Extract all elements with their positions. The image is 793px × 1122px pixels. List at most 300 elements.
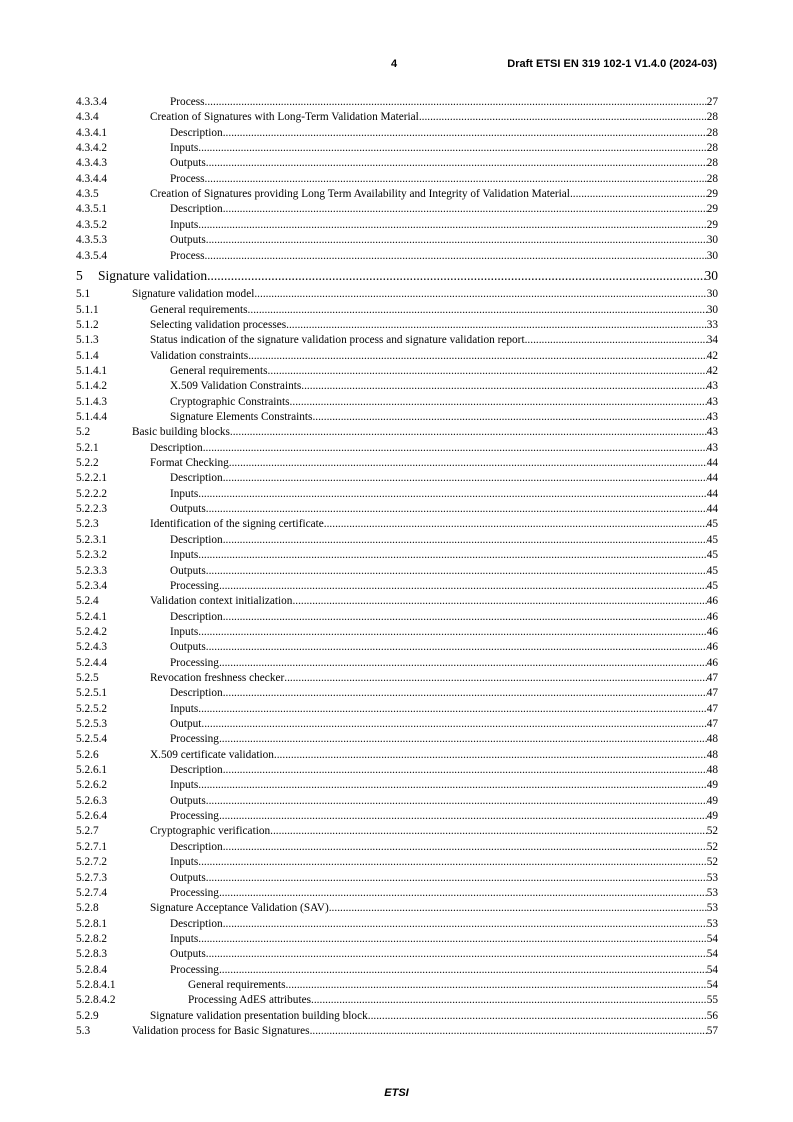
toc-entry-title: Description — [170, 764, 223, 777]
toc-entry-number: 5.2.6 — [76, 748, 99, 761]
toc-entry-title: Creation of Signatures with Long-Term Validation Material — [150, 111, 419, 124]
toc-entry-number: 5.2.7.2 — [76, 856, 108, 869]
toc-entry-title: General requirements — [150, 303, 248, 316]
toc-entry[interactable] — [76, 610, 718, 625]
dot-leader — [223, 917, 707, 932]
toc-entry-page: 28 — [706, 142, 718, 155]
toc-entry-page: 45 — [706, 518, 718, 531]
toc-entry-number: 5.2.5 — [76, 671, 99, 684]
toc-entry-number: 5.2.8.1 — [76, 917, 108, 930]
toc-entry-title: Signature validation presentation building block — [150, 1009, 368, 1022]
toc-entry-number: 5.2.2.2 — [76, 487, 108, 500]
dot-leader — [230, 425, 707, 440]
toc-entry-title: Description — [170, 203, 223, 216]
toc-entry-page: 30 — [706, 288, 718, 301]
toc-entry[interactable] — [76, 379, 718, 394]
toc-entry-number: 5.1 — [76, 288, 91, 301]
toc-entry-number: 5.2.8.4.1 — [76, 978, 116, 991]
toc-entry[interactable] — [76, 671, 718, 686]
toc-entry-page: 43 — [706, 441, 718, 454]
toc-entry-title: Description — [170, 533, 223, 546]
toc-entry[interactable] — [76, 978, 718, 993]
toc-entry[interactable] — [76, 456, 718, 471]
toc-entry-title: Outputs — [170, 948, 206, 961]
dot-leader — [206, 502, 707, 517]
toc-entry-title: Outputs — [170, 794, 206, 807]
toc-entry-number: 5.2.6.4 — [76, 810, 108, 823]
toc-entry-number: 5.2.5.2 — [76, 702, 108, 715]
toc-entry-page: 52 — [706, 840, 718, 853]
toc-entry[interactable] — [76, 702, 718, 717]
toc-entry-number: 5.2.6.3 — [76, 794, 108, 807]
toc-entry[interactable] — [76, 303, 718, 318]
toc-entry-page: 46 — [706, 656, 718, 669]
toc-entry[interactable] — [76, 141, 718, 156]
dot-leader — [268, 364, 707, 379]
toc-entry[interactable] — [76, 932, 718, 947]
dot-leader — [205, 95, 707, 110]
toc-entry-title: Inputs — [170, 625, 199, 638]
toc-entry[interactable] — [76, 267, 718, 285]
toc-entry-page: 56 — [706, 1009, 718, 1022]
toc-entry-page: 28 — [706, 111, 718, 124]
toc-entry[interactable] — [76, 95, 718, 110]
toc-entry[interactable] — [76, 963, 718, 978]
toc-entry-number: 5.2.4.3 — [76, 641, 108, 654]
toc-entry-title: Process — [170, 96, 205, 108]
dot-leader — [286, 318, 707, 333]
toc-entry[interactable] — [76, 840, 718, 855]
toc-entry[interactable] — [76, 809, 718, 824]
toc-entry-number: 5.2.8.3 — [76, 948, 108, 961]
document-title: Draft ETSI EN 319 102-1 V1.4.0 (2024-03) — [507, 58, 717, 70]
toc-entry-page: 54 — [706, 932, 718, 945]
toc-entry-page: 55 — [706, 994, 718, 1007]
toc-entry-number: 4.3.4.2 — [76, 142, 108, 155]
dot-leader — [223, 610, 707, 625]
dot-leader — [207, 267, 704, 285]
toc-entry[interactable] — [76, 410, 718, 425]
toc-entry[interactable] — [76, 502, 718, 517]
dot-leader — [198, 702, 706, 717]
toc-entry-page: 47 — [706, 718, 718, 730]
toc-entry-page: 46 — [706, 610, 718, 623]
toc-entry[interactable] — [76, 364, 718, 379]
toc-entry[interactable] — [76, 778, 718, 793]
toc-entry-number: 4.3.4.4 — [76, 172, 108, 185]
dot-leader — [223, 533, 707, 548]
dot-leader — [219, 656, 707, 671]
toc-entry[interactable] — [76, 333, 718, 348]
dot-leader — [311, 993, 707, 1008]
toc-entry-number: 5.2.7.4 — [76, 886, 108, 899]
toc-entry-title: Outputs — [170, 157, 206, 170]
toc-entry-number: 4.3.3.4 — [76, 96, 108, 108]
toc-entry[interactable] — [76, 471, 718, 486]
dot-leader — [312, 410, 706, 425]
dot-leader — [206, 640, 707, 655]
dot-leader — [205, 172, 707, 187]
toc-entry-number: 5.2.3 — [76, 518, 99, 531]
toc-entry-title: Description — [150, 441, 203, 454]
toc-entry-number: 5.2.7.1 — [76, 840, 108, 853]
toc-entry[interactable] — [76, 395, 718, 410]
toc-entry-title: Processing — [170, 656, 219, 669]
toc-entry-title: Processing — [170, 886, 219, 899]
toc-entry-title: Inputs — [170, 487, 199, 500]
toc-entry-page: 43 — [706, 380, 718, 393]
toc-entry[interactable] — [76, 287, 718, 302]
toc-entry-title: Selecting validation processes — [150, 318, 287, 331]
toc-entry-number: 5.2.7 — [76, 825, 99, 838]
toc-entry-number: 5.2.3.1 — [76, 533, 108, 546]
dot-leader — [219, 579, 707, 594]
toc-entry-title: X.509 Validation Constraints — [170, 380, 302, 393]
toc-entry-title: Validation constraints — [150, 349, 249, 362]
toc-entry-number: 5.1.4.3 — [76, 395, 108, 408]
toc-entry-title: Inputs — [170, 142, 199, 155]
toc-entry-title: Signature validation model — [132, 288, 255, 301]
toc-entry-title: Cryptographic verification — [150, 825, 271, 838]
toc-entry-number: 5.2.9 — [76, 1009, 99, 1022]
toc-entry-number: 5.2 — [76, 426, 91, 439]
toc-entry-number: 4.3.5.2 — [76, 218, 108, 231]
dot-leader — [198, 548, 706, 563]
toc-entry[interactable] — [76, 594, 718, 609]
toc-entry-number: 5.2.1 — [76, 441, 99, 454]
toc-entry-page: 53 — [706, 917, 718, 930]
toc-entry-title: Inputs — [170, 932, 199, 945]
dot-leader — [310, 1024, 707, 1039]
toc-entry-title: Processing — [170, 579, 219, 592]
toc-entry-number: 5 — [76, 267, 83, 283]
toc-entry-number: 5.1.4 — [76, 349, 99, 362]
toc-entry-page: 46 — [706, 625, 718, 638]
toc-entry-title: Signature Elements Constraints — [170, 411, 313, 423]
dot-leader — [223, 471, 707, 486]
toc-entry-title: X.509 certificate validation — [150, 748, 274, 761]
toc-entry[interactable] — [76, 579, 718, 594]
toc-entry-number: 5.2.3.2 — [76, 549, 108, 562]
dot-leader — [223, 840, 707, 855]
toc-entry-number: 5.1.2 — [76, 318, 99, 331]
toc-entry-title: Status indication of the signature validation process and signature validation report — [150, 334, 525, 347]
toc-entry[interactable] — [76, 717, 718, 732]
toc-entry-title: Inputs — [170, 218, 199, 231]
toc-entry-page: 30 — [704, 267, 718, 283]
toc-entry-number: 5.3 — [76, 1025, 91, 1037]
toc-entry-title: Outputs — [170, 564, 206, 577]
toc-entry-page: 47 — [706, 671, 718, 684]
toc-entry-number: 5.2.5.3 — [76, 718, 108, 730]
toc-entry-number: 5.2.3.3 — [76, 564, 108, 577]
toc-entry-title: General requirements — [170, 364, 268, 377]
toc-entry-number: 5.2.6.1 — [76, 764, 108, 777]
toc-entry[interactable] — [76, 686, 718, 701]
dot-leader — [206, 871, 707, 886]
dot-leader — [223, 686, 707, 701]
toc-entry-page: 28 — [706, 157, 718, 170]
toc-entry[interactable] — [76, 824, 718, 839]
toc-entry-page: 43 — [706, 395, 718, 408]
dot-leader — [223, 126, 707, 141]
toc-entry[interactable] — [76, 126, 718, 141]
toc-entry-title: Description — [170, 687, 223, 700]
toc-entry-number: 5.2.3.4 — [76, 579, 108, 592]
dot-leader — [219, 809, 707, 824]
toc-entry-number: 4.3.5.3 — [76, 234, 108, 247]
toc-entry-page: 49 — [706, 779, 718, 792]
toc-entry-page: 42 — [706, 349, 718, 362]
toc-entry-number: 5.1.1 — [76, 303, 99, 316]
toc-entry-title: General requirements — [188, 978, 286, 991]
toc-entry[interactable] — [76, 1024, 718, 1039]
toc-entry[interactable] — [76, 656, 718, 671]
dot-leader — [229, 456, 707, 471]
dot-leader — [292, 594, 706, 609]
toc-entry-page: 45 — [706, 564, 718, 577]
toc-entry-number: 5.2.5.1 — [76, 687, 108, 700]
toc-entry-title: Revocation freshness checker — [150, 671, 285, 684]
toc-entry-page: 53 — [706, 902, 718, 915]
toc-entry-page: 48 — [706, 764, 718, 777]
toc-entry[interactable] — [76, 1009, 718, 1024]
toc-entry-number: 5.2.5.4 — [76, 733, 108, 746]
toc-entry-title: Outputs — [170, 503, 206, 516]
toc-entry-page: 28 — [706, 126, 718, 139]
toc-entry-page: 46 — [706, 641, 718, 654]
dot-leader — [206, 794, 707, 809]
toc-entry-number: 5.2.4.2 — [76, 625, 108, 638]
toc-entry-page: 44 — [706, 487, 718, 500]
dot-leader — [206, 947, 707, 962]
toc-entry[interactable] — [76, 233, 718, 248]
toc-entry[interactable] — [76, 732, 718, 747]
toc-entry[interactable] — [76, 318, 718, 333]
toc-entry-number: 5.2.4.4 — [76, 656, 108, 669]
toc-entry-page: 45 — [706, 533, 718, 546]
dot-leader — [206, 156, 707, 171]
toc-entry-page: 44 — [706, 472, 718, 485]
toc-entry-page: 46 — [706, 595, 718, 608]
dot-leader — [203, 441, 707, 456]
toc-entry-page: 44 — [706, 503, 718, 516]
toc-entry[interactable] — [76, 156, 718, 171]
dot-leader — [368, 1009, 707, 1024]
dot-leader — [201, 717, 706, 732]
dot-leader — [274, 748, 707, 763]
toc-entry[interactable] — [76, 993, 718, 1008]
toc-entry-title: Basic building blocks — [132, 426, 230, 439]
toc-entry-number: 5.2.2 — [76, 457, 99, 470]
dot-leader — [219, 963, 707, 978]
dot-leader — [198, 778, 706, 793]
toc-entry-page: 47 — [706, 702, 718, 715]
toc-entry-page: 53 — [706, 871, 718, 884]
dot-leader — [570, 187, 707, 202]
toc-entry[interactable] — [76, 202, 718, 217]
toc-entry-page: 34 — [706, 334, 718, 347]
toc-entry-page: 30 — [706, 234, 718, 247]
dot-leader — [419, 110, 707, 125]
toc-entry[interactable] — [76, 947, 718, 962]
toc-entry-title: Format Checking — [150, 457, 229, 470]
toc-entry[interactable] — [76, 441, 718, 456]
dot-leader — [286, 978, 707, 993]
toc-entry[interactable] — [76, 564, 718, 579]
toc-entry-number: 4.3.4.3 — [76, 157, 108, 170]
dot-leader — [290, 395, 707, 410]
toc-entry-title: Description — [170, 610, 223, 623]
dot-leader — [329, 901, 707, 916]
toc-entry-page: 29 — [706, 188, 718, 201]
toc-entry-page: 52 — [706, 825, 718, 838]
toc-entry-number: 5.2.8 — [76, 902, 99, 915]
toc-entry-number: 5.1.4.2 — [76, 380, 108, 393]
toc-entry-page: 54 — [706, 978, 718, 991]
dot-leader — [198, 932, 706, 947]
toc-entry-number: 4.3.4.1 — [76, 126, 108, 139]
toc-entry-page: 54 — [706, 948, 718, 961]
dot-leader — [206, 233, 707, 248]
dot-leader — [219, 886, 707, 901]
dot-leader — [525, 333, 707, 348]
dot-leader — [301, 379, 706, 394]
dot-leader — [324, 517, 707, 532]
toc-entry-number: 5.2.2.3 — [76, 503, 108, 516]
toc-entry[interactable] — [76, 901, 718, 916]
toc-entry-page: 47 — [706, 687, 718, 700]
dot-leader — [284, 671, 706, 686]
dot-leader — [248, 349, 707, 364]
toc-entry-page: 54 — [706, 963, 718, 976]
toc-entry-title: Identification of the signing certificate — [150, 518, 324, 531]
toc-entry[interactable] — [76, 886, 718, 901]
toc-entry-title: Inputs — [170, 702, 199, 715]
toc-entry[interactable] — [76, 748, 718, 763]
toc-entry-title: Processing — [170, 963, 219, 976]
toc-entry-title: Description — [170, 472, 223, 485]
dot-leader — [198, 141, 706, 156]
toc-entry-number: 5.1.4.4 — [76, 411, 108, 423]
toc-entry-number: 5.2.7.3 — [76, 871, 108, 884]
toc-entry-page: 44 — [706, 457, 718, 470]
toc-entry[interactable] — [76, 871, 718, 886]
toc-entry-number: 4.3.5 — [76, 188, 99, 201]
toc-entry[interactable] — [76, 172, 718, 187]
page-number: 4 — [391, 58, 398, 70]
dot-leader — [206, 564, 707, 579]
toc-entry-number: 5.2.4 — [76, 595, 99, 608]
dot-leader — [198, 855, 706, 870]
toc-entry[interactable] — [76, 425, 718, 440]
toc-entry-number: 5.2.2.1 — [76, 472, 108, 485]
toc-entry-title: Outputs — [170, 234, 206, 247]
toc-entry[interactable] — [76, 794, 718, 809]
toc-entry-title: Processing — [170, 733, 219, 746]
toc-entry[interactable] — [76, 625, 718, 640]
toc-entry[interactable] — [76, 855, 718, 870]
toc-entry[interactable] — [76, 487, 718, 502]
toc-entry-number: 4.3.4 — [76, 111, 99, 124]
dot-leader — [219, 732, 707, 747]
toc-entry[interactable] — [76, 640, 718, 655]
toc-entry[interactable] — [76, 533, 718, 548]
dot-leader — [198, 625, 706, 640]
toc-entry-page: 33 — [706, 318, 718, 331]
toc-entry-title: Process — [170, 172, 205, 185]
toc-entry-title: Processing AdES attributes — [188, 994, 312, 1007]
dot-leader — [248, 303, 707, 318]
toc-entry-title: Inputs — [170, 549, 199, 562]
toc-entry-title: Processing — [170, 810, 219, 823]
toc-entry[interactable] — [76, 548, 718, 563]
toc-entry[interactable] — [76, 517, 718, 532]
toc-entry-title: Description — [170, 840, 223, 853]
toc-entry-number: 4.3.5.4 — [76, 249, 108, 262]
toc-entry[interactable] — [76, 917, 718, 932]
dot-leader — [198, 218, 706, 233]
toc-entry-page: 45 — [706, 549, 718, 562]
dot-leader — [223, 763, 707, 778]
toc-entry-page: 43 — [706, 426, 718, 439]
toc-entry-page: 30 — [706, 249, 718, 262]
toc-entry-number: 5.2.4.1 — [76, 610, 108, 623]
toc-entry-title: Creation of Signatures providing Long Term Availability and Integrity of Validation Material — [150, 188, 570, 201]
dot-leader — [223, 202, 707, 217]
toc-entry-page: 53 — [706, 886, 718, 899]
toc-entry-number: 5.1.3 — [76, 334, 99, 347]
toc-entry-page: 45 — [706, 579, 718, 592]
dot-leader — [205, 249, 707, 264]
toc-entry-title: Cryptographic Constraints — [170, 395, 290, 408]
toc-entry-number: 5.2.6.2 — [76, 779, 108, 792]
toc-entry-title: Description — [170, 917, 223, 930]
toc-entry-title: Validation context initialization — [150, 595, 293, 608]
toc-entry-title: Inputs — [170, 779, 199, 792]
toc-entry-page: 29 — [706, 203, 718, 216]
toc-entry-title: Validation process for Basic Signatures — [132, 1025, 310, 1037]
dot-leader — [254, 287, 706, 302]
toc-entry-page: 57 — [706, 1025, 718, 1037]
toc-entry-page: 28 — [706, 172, 718, 185]
toc-entry-page: 29 — [706, 218, 718, 231]
toc-entry[interactable] — [76, 763, 718, 778]
toc-entry-page: 48 — [706, 748, 718, 761]
footer-etsi: ETSI — [384, 1087, 409, 1099]
toc-entry[interactable] — [76, 187, 718, 202]
toc-entry-page: 52 — [706, 856, 718, 869]
toc-entry[interactable] — [76, 349, 718, 364]
toc-entry[interactable] — [76, 249, 718, 264]
toc-entry-title: Process — [170, 249, 205, 262]
toc-entry-number: 4.3.5.1 — [76, 203, 108, 216]
toc-entry-title: Inputs — [170, 856, 199, 869]
toc-entry-page: 43 — [706, 411, 718, 423]
dot-leader — [270, 824, 707, 839]
toc-entry-number: 5.2.8.4 — [76, 963, 108, 976]
toc-entry-page: 42 — [706, 364, 718, 377]
toc-entry-title: Signature validation — [98, 267, 208, 283]
toc-entry-page: 48 — [706, 733, 718, 746]
toc-entry[interactable] — [76, 218, 718, 233]
toc-entry-page: 49 — [706, 794, 718, 807]
toc-entry-page: 27 — [706, 96, 718, 108]
toc-entry[interactable] — [76, 110, 718, 125]
toc-entry-number: 5.1.4.1 — [76, 364, 108, 377]
toc-entry-title: Outputs — [170, 871, 206, 884]
toc-entry-number: 5.2.8.4.2 — [76, 994, 116, 1007]
